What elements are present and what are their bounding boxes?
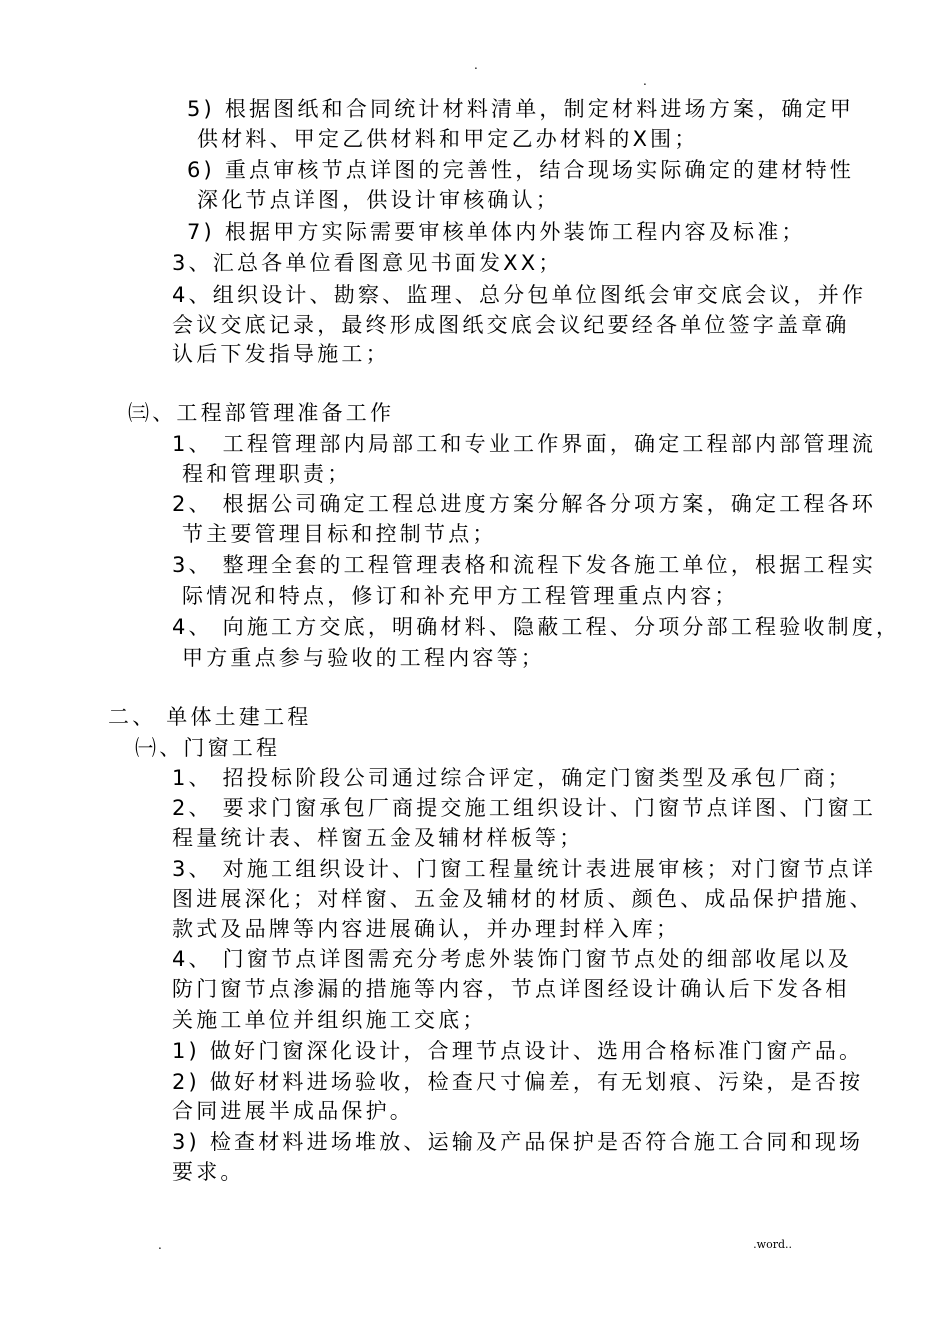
text-line: 2) 做好材料进场验收，检查尺寸偏差，有无划痕、污染，是否按 (172, 1070, 864, 1094)
text-line: 3、 整理全套的工程管理表格和流程下发各施工单位，根据工程实 (172, 553, 877, 577)
text-line: 2、 要求门窗承包厂商提交施工组织设计、门窗节点详图、门窗工 (172, 796, 877, 820)
text-line: 3、汇总各单位看图意见书面发XX； (172, 251, 563, 275)
text-line: 甲方重点参与验收的工程内容等； (182, 646, 545, 670)
text-line: 程量统计表、样窗五金及辅材样板等； (172, 826, 584, 850)
text-line: 认后下发指导施工； (172, 342, 390, 366)
text-line: 会议交底记录，最终形成图纸交底会议纪要经各单位签字盖章确 (172, 313, 850, 337)
text-line: 程和管理职责； (182, 462, 352, 486)
text-line: 要求。 (172, 1160, 245, 1184)
text-line: 3) 检查材料进场堆放、运输及产品保护是否符合施工合同和现场 (172, 1130, 864, 1154)
text-line: 关施工单位并组织施工交底； (172, 1008, 487, 1032)
text-line: 1) 做好门窗深化设计，合理节点设计、选用合格标准门窗产品。 (172, 1039, 864, 1063)
text-line: 1、 招投标阶段公司通过综合评定，确定门窗类型及承包厂商； (172, 766, 852, 790)
text-line: 4、组织设计、勘察、监理、总分包单位图纸会审交底会议，并作 (172, 283, 867, 307)
text-line: 图进展深化；对样窗、五金及辅材的材质、颜色、成品保护措施、 (172, 887, 874, 911)
text-line: 5) 根据图纸和合同统计材料清单，制定材料进场方案，确定甲 (187, 97, 855, 121)
text-line: 际情况和特点，修订和补充甲方工程管理重点内容； (182, 584, 739, 608)
section-heading: ㈠、门窗工程 (135, 736, 281, 760)
header-dot-left: . (474, 58, 478, 72)
text-line: 4、 向施工方交底，明确材料、隐蔽工程、分项分部工程验收制度， (172, 615, 901, 639)
text-line: 2、 根据公司确定工程总进度方案分解各分项方案，确定工程各环 (172, 492, 877, 516)
text-line: 6) 重点审核节点详图的完善性，结合现场实际确定的建材特性 (187, 158, 855, 182)
text-line: 7) 根据甲方实际需要审核单体内外装饰工程内容及标准； (187, 220, 806, 244)
text-line: 节主要管理目标和控制节点； (182, 522, 497, 546)
footer-word-label: .word.. (753, 1238, 792, 1251)
text-line: 1、 工程管理部内局部工和专业工作界面，确定工程部内部管理流 (172, 432, 877, 456)
text-line: 供材料、甲定乙供材料和甲定乙办材料的X围； (197, 127, 699, 151)
text-line: 3、 对施工组织设计、门窗工程量统计表进展审核；对门窗节点详 (172, 857, 877, 881)
chapter-heading: 二、 单体土建工程 (108, 705, 312, 729)
section-heading: ㈢、工程部管理准备工作 (128, 401, 395, 425)
text-line: 防门窗节点渗漏的措施等内容，节点详图经设计确认后下发各相 (172, 977, 850, 1001)
text-line: 深化节点详图，供设计审核确认； (197, 188, 560, 212)
header-dot-right: . (643, 74, 647, 88)
text-line: 4、 门窗节点详图需充分考虑外装饰门窗节点处的细部收尾以及 (172, 947, 852, 971)
text-line: 款式及品牌等内容进展确认，并办理封样入库； (172, 917, 681, 941)
footer-dot-left: . (158, 1238, 162, 1252)
text-line: 合同进展半成品保护。 (172, 1099, 414, 1123)
